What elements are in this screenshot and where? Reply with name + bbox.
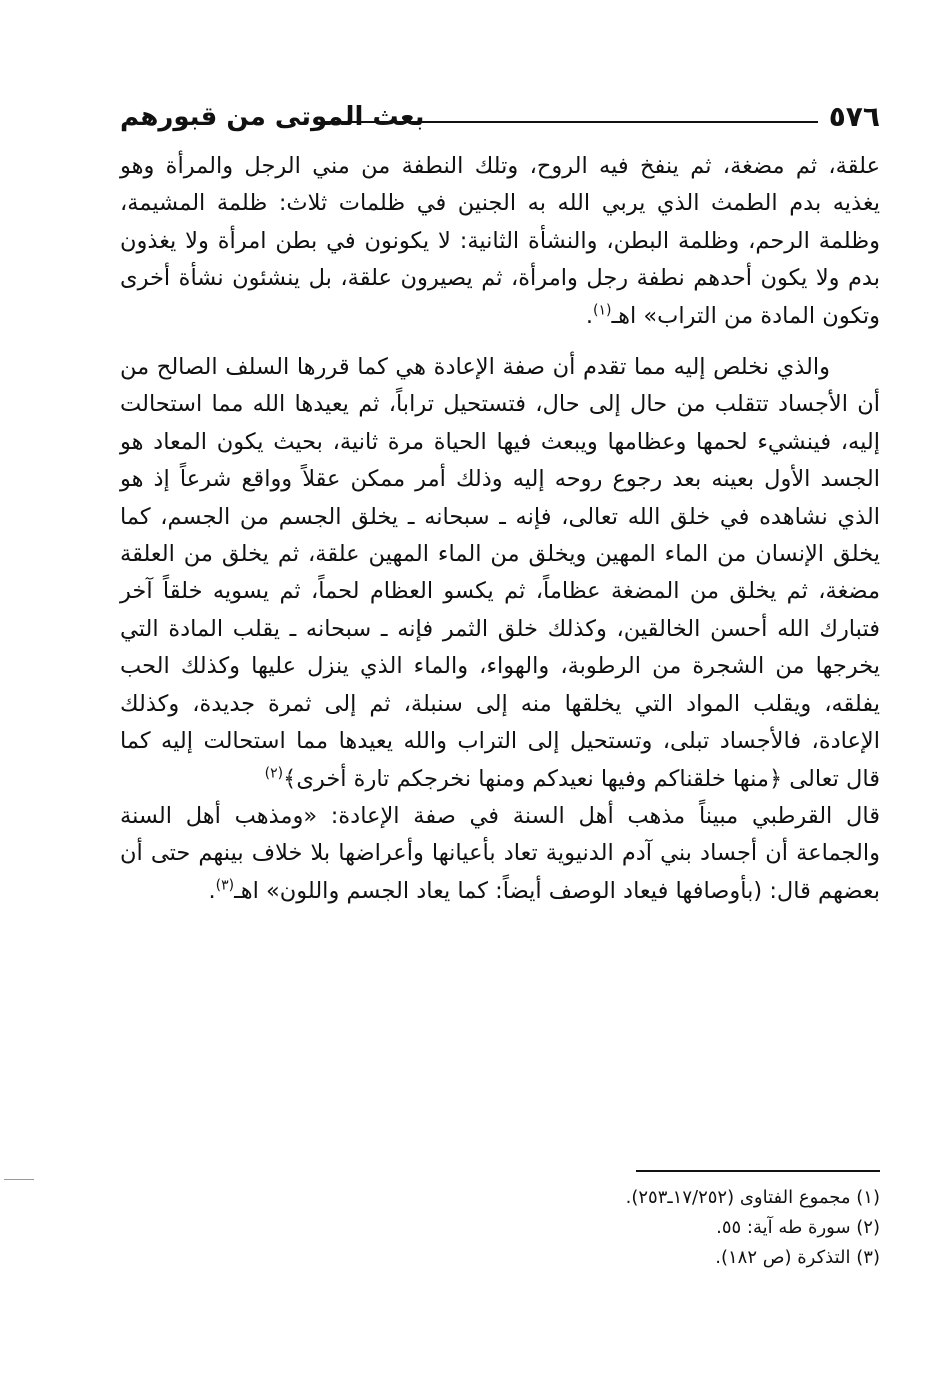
paragraph-1-text: علقة، ثم مضغة، ثم ينفخ فيه الروح، وتلك النطفة من مني الرجل والمرأة وهو يغذيه بدم الطمث الذي يربي الله به الجنين في ظلمات ثلاث: ظلمة المشيمة، وظلمة الرحم، وظلمة البطن، والنشأة الثانية: لا يكونون في بطن امرأة ولا يغذون بدم ولا يكون أحدهم نطفة رجل وامرأة، ثم يصيرون علقة، بل ينشئون نشأة أخرى وتكون المادة من التراب» اهـ <box>120 153 880 329</box>
paragraph-1-end: . <box>585 302 594 329</box>
footnote-2: (٢) سورة طه آية: ٥٥. <box>716 1217 880 1238</box>
paragraph-2-text: والذي نخلص إليه مما تقدم أن صفة الإعادة هي كما قررها السلف الصالح من أن الأجساد تتقلب من حال إلى حال، فتستحيل تراباً، ثم يعيدها الله مما استحالت إليه، فينشيء لحمها وعظامها ويبعث فيها الحياة مرة ثانية، بحيث يكون المعاد هو الجسد الأول بعينه بعد رجوع روحه إليه وذلك أمر ممكن عقلاً وواقع شرعاً إذ هو الذي نشاهده في خلق الله تعالى، فإنه ـ سبحانه ـ يخلق الجسم من الجسم، كما يخلق الإنسان من الماء المهين ويخلق من الماء المهين علقة، ثم يخلق من العلقة مضغة، ثم يخلق من المضغة عظاماً، ثم يكسو العظام لحماً، ثم يسويه خلقاً آخر فتبارك الله أحسن الخالقين، وكذلك خلق الثمر فإنه ـ سبحانه ـ يقلب المادة التي يخرجها من الشجرة من الرطوبة، والهواء، والماء الذي ينزل عليها وكذلك الحب يفلقه، ويقلب المواد التي يخلقها منه إلى سنبلة، ثم إلى ثمرة جديدة، وكذلك الإعادة، فالأجساد تبلى، وتستحيل إلى التراب والله يعيدها مما استحالت إليه كما قال تعالى ﴿منها خلقناكم وفيها نعيدكم ومنها نخرجكم تارة أخرى﴾ <box>120 354 880 792</box>
margin-mark <box>4 1179 34 1180</box>
page-header <box>120 100 880 140</box>
footnotes-list <box>120 1183 880 1273</box>
footnote-3: (٣) التذكرة (ص ١٨٢). <box>715 1247 880 1268</box>
running-title: بعث الموتى من قبورهم <box>120 102 425 132</box>
paragraph-1 <box>120 148 880 335</box>
footnote-separator <box>636 1170 880 1172</box>
paragraph-3-text: قال القرطبي مبيناً مذهب أهل السنة في صفة الإعادة: «ومذهب أهل السنة والجماعة أن أجساد بني آدم الدنيوية تعاد بأعيانها وأعراضها بلا خلاف بينهم حتى أن بعضهم قال: (بأوصافها فيعاد الوصف أيضاً: كما يعاد الجسم واللون» اهـ <box>120 802 880 904</box>
footnote-ref-3: (٣) <box>215 877 235 894</box>
paragraph-3 <box>120 798 880 910</box>
paragraph-3-end: . <box>208 877 216 904</box>
page-number: ٥٧٦ <box>828 100 880 133</box>
paragraph-2 <box>120 349 880 798</box>
footnote-1: (١) مجموع الفتاوى (١٧/٢٥٢ـ٢٥٣). <box>625 1187 880 1208</box>
footnote-ref-1: (١) <box>593 302 612 319</box>
footnote-ref-2: (٢) <box>264 765 284 781</box>
main-text <box>120 148 880 910</box>
